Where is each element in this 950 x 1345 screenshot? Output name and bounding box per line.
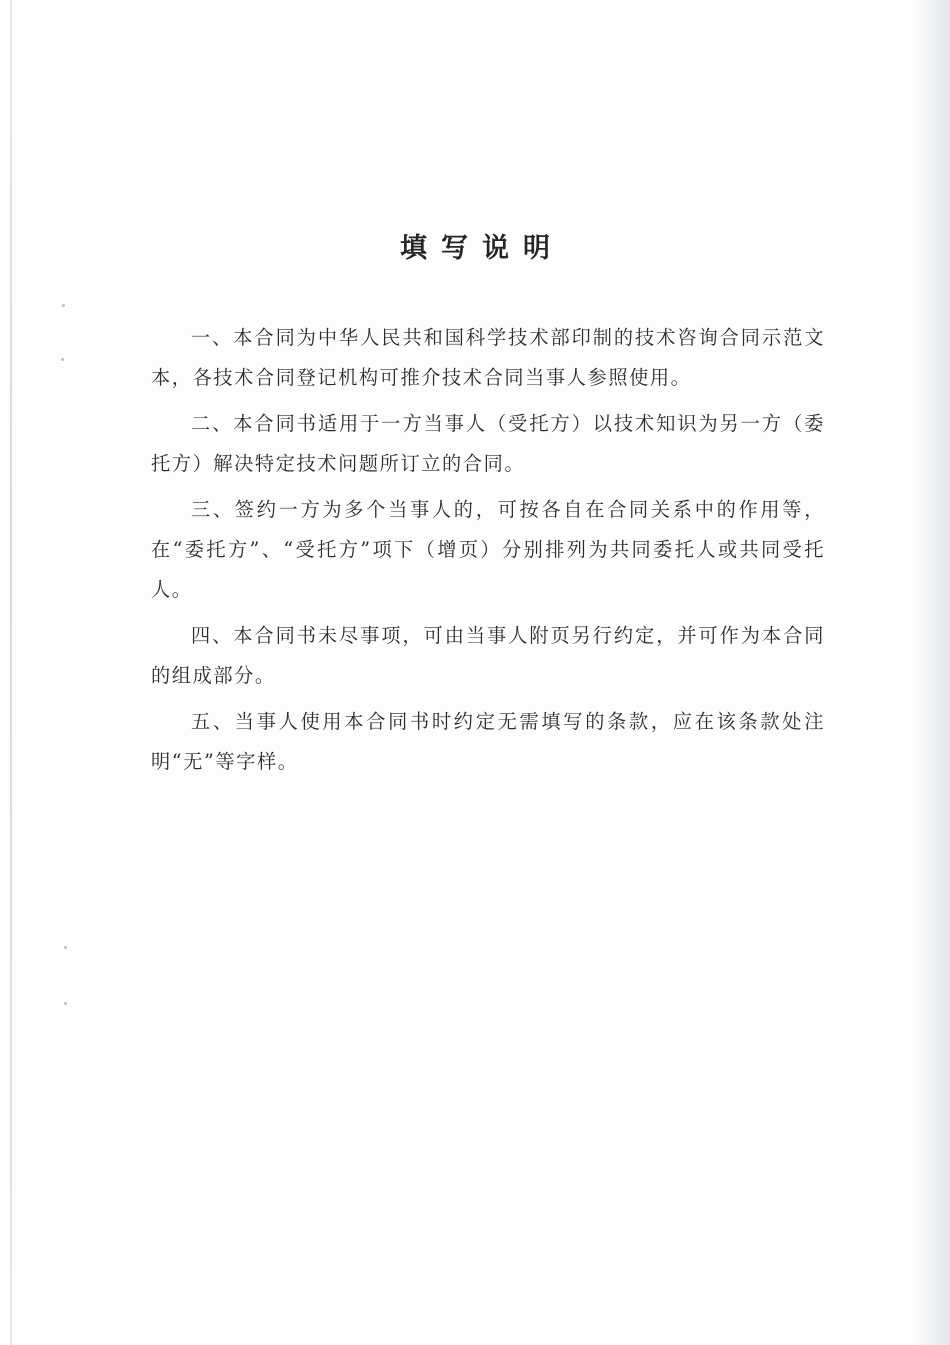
scan-left-edge: [10, 0, 12, 1345]
instruction-paragraph-5: 五、当事人使用本合同书时约定无需填写的条款，应在该条款处注明“无”等字样。: [151, 710, 825, 773]
instruction-paragraph-4: 四、本合同书未尽事项，可由当事人附页另行约定，并可作为本合同的组成部分。: [151, 624, 825, 687]
binding-hole-mark: [62, 304, 65, 307]
binding-hole-mark: [64, 1002, 67, 1005]
scan-right-edge: [914, 0, 950, 1345]
page-title: 填写说明: [400, 233, 564, 264]
instruction-paragraph-1: 一、本合同为中华人民共和国科学技术部印制的技术咨询合同示范文本，各技术合同登记机构可推介技术合同当事人参照使用。: [151, 326, 825, 389]
binding-hole-mark: [64, 946, 67, 949]
instruction-paragraph-2: 二、本合同书适用于一方当事人（受托方）以技术知识为另一方（委托方）解决特定技术问题所订立的合同。: [151, 412, 825, 475]
instruction-paragraph-3: 三、签约一方为多个当事人的，可按各自在合同关系中的作用等，在“委托方”、“受托方”项下（增页）分别排列为共同委托人或共同受托人。: [151, 498, 825, 601]
binding-hole-mark: [61, 358, 64, 361]
instructions-body: [151, 318, 825, 788]
